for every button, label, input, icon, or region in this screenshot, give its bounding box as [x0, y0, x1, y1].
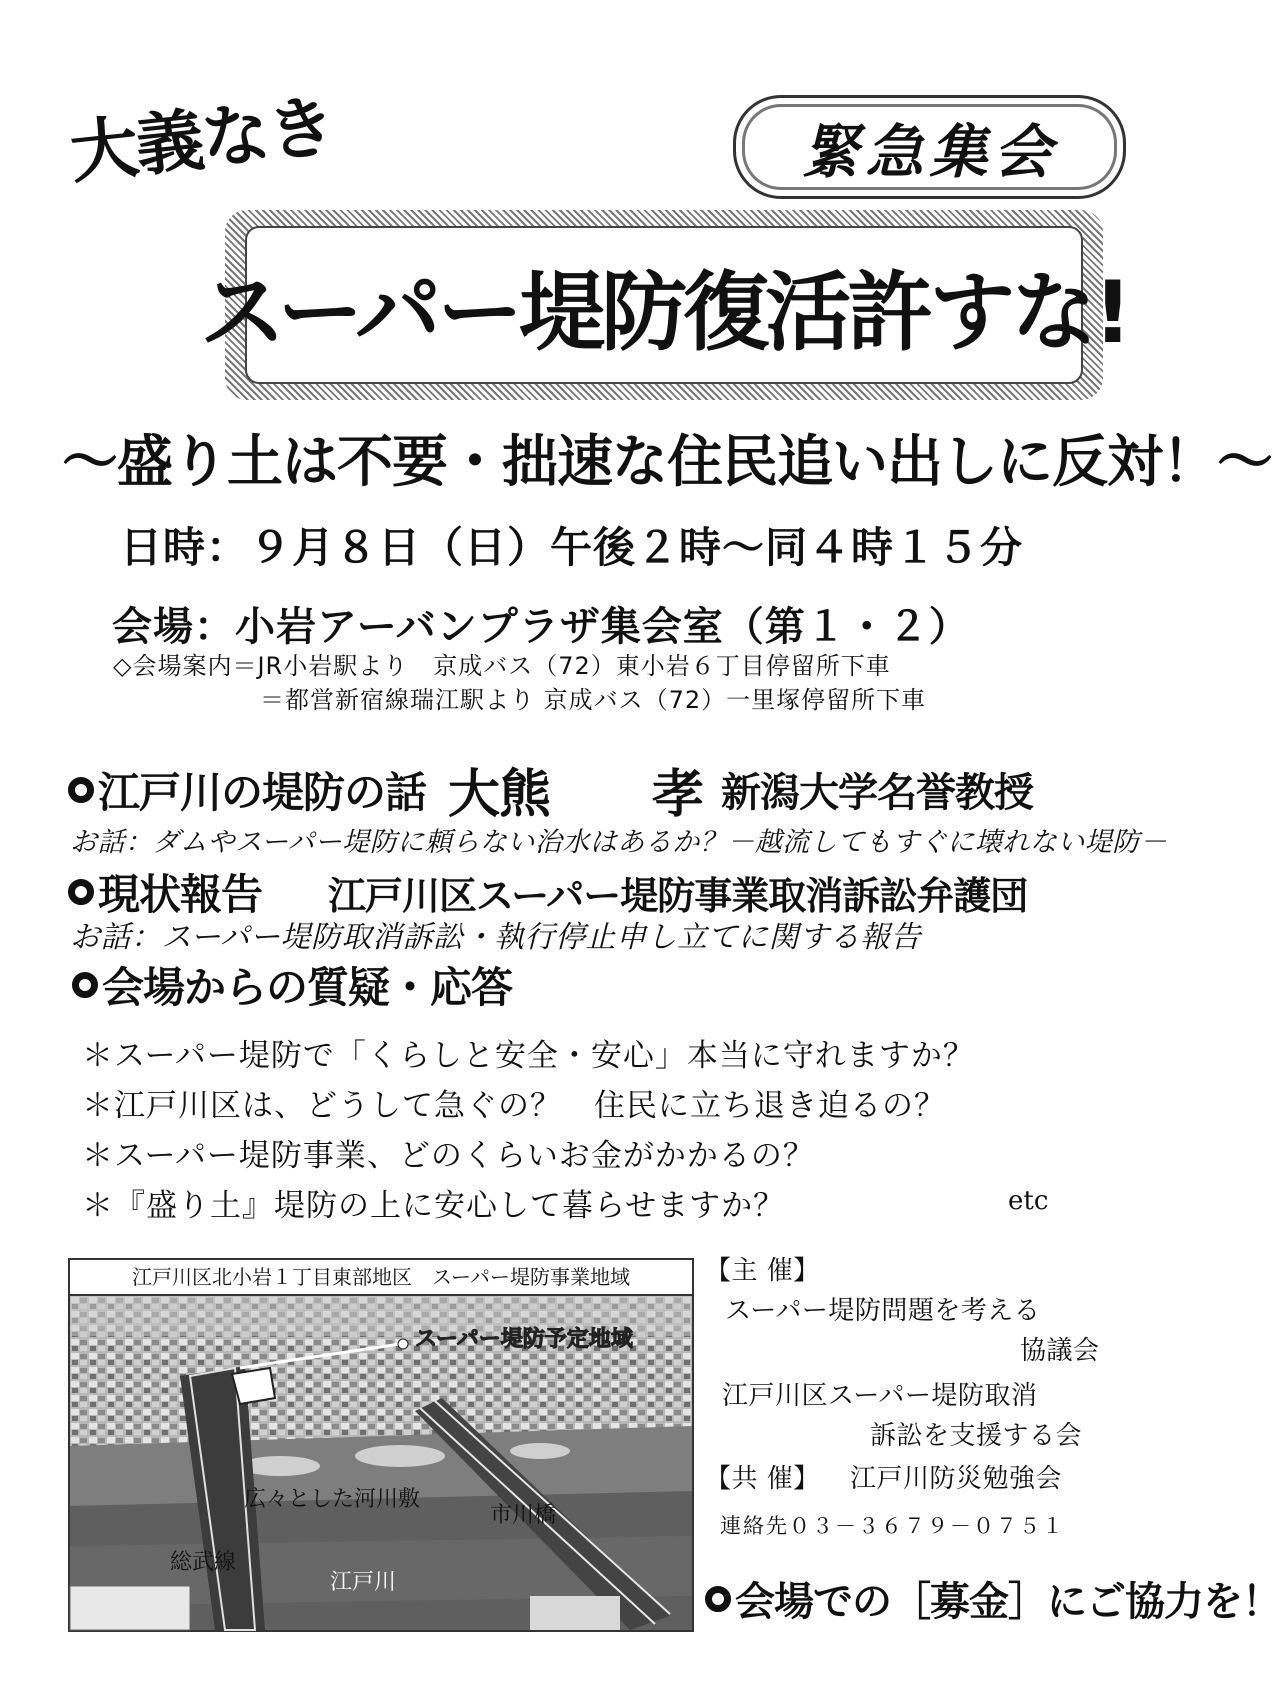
access-info-2: ＝都営新宿線瑞江駅より 京成バス（72）一里塚停留所下車: [260, 686, 927, 714]
label-river: 江戸川: [330, 1570, 397, 1595]
question-3: ＊スーパー堤防事業、どのくらいお金がかかるの？: [82, 1138, 815, 1174]
program-3-title: 会場からの質疑・応答: [102, 963, 513, 1012]
host-2-line-b: 訴訟を支援する会: [870, 1421, 1083, 1451]
donation-text: 会場での［募金］にご協力を！: [735, 1579, 1281, 1625]
site-photo: [68, 1258, 694, 1632]
program-1-speaker: 大熊 孝: [448, 765, 704, 825]
program-2-speaker: 江戸川区スーパー堤防事業取消訴訟弁護団: [328, 873, 1028, 918]
label-riverbed: 広々とした河川敷: [244, 1487, 421, 1512]
donation-appeal: [705, 1570, 1281, 1627]
page-title: スーパー堤防復活許すな!: [199, 263, 1129, 363]
program-2-title: 現状報告: [98, 870, 263, 919]
question-2: ＊江戸川区は、どうして急ぐの？ 住民に立ち退き迫るの？: [82, 1088, 946, 1124]
emergency-badge: 緊急集会: [733, 95, 1126, 199]
cohost-label: 【共 催】: [705, 1464, 820, 1494]
photo-caption: 江戸川区北小岩１丁目東部地区 スーパー堤防事業地域: [70, 1260, 692, 1296]
event-venue: 会場：小岩アーバンプラザ集会室（第１・２）: [112, 603, 970, 650]
host-1-line-b: 協議会: [1020, 1336, 1100, 1366]
contact-phone: 連絡先０３－３６７９－０７５１: [720, 1514, 1065, 1538]
host-label: 【主 催】: [705, 1256, 820, 1286]
questions-etc: etc: [1008, 1186, 1049, 1216]
cohost-name: 江戸川防災勉強会: [850, 1464, 1063, 1494]
access-info-1: ◇会場案内＝JR小岩駅より 京成バス（72）東小岩６丁目停留所下車: [113, 652, 891, 680]
label-bridge: 市川橋: [490, 1503, 557, 1528]
label-planned-area: スーパー堤防予定地域: [415, 1327, 633, 1352]
title-box: [199, 226, 1129, 384]
host-1-line-a: スーパー堤防問題を考える: [725, 1296, 1041, 1326]
bullet-circle-icon: [705, 1586, 731, 1612]
title-frame: [199, 210, 1129, 400]
event-datetime: 日時：９月８日（日）午後２時～同４時１５分: [120, 523, 1024, 572]
program-1-title: 江戸川の堤防の話: [98, 767, 427, 817]
bullet-circle-icon: [68, 777, 94, 803]
program-1-talk: お話：ダムやスーパー堤防に頼らない治水はあるか？－越流してもすぐに壊れない堤防－: [70, 827, 1168, 858]
bullet-circle-icon: [68, 879, 94, 905]
program-1-affiliation: 新潟大学名誉教授: [721, 770, 1034, 816]
slogan: 大義なき: [66, 87, 338, 194]
program-item-1: [68, 752, 1033, 827]
program-2-talk: お話：スーパー堤防取消訴訟・執行停止申し立てに関する報告: [70, 920, 921, 955]
program-item-3: [72, 955, 512, 1015]
subtitle: ～盛り土は不要・拙速な住民追い出しに反対！～: [62, 430, 1272, 495]
question-4: ＊『盛り土』堤防の上に安心して暮らせますか？: [82, 1188, 786, 1224]
host-2-line-a: 江戸川区スーパー堤防取消: [722, 1381, 1038, 1411]
bullet-circle-icon: [72, 972, 98, 998]
question-1: ＊スーパー堤防で「くらしと安全・安心」本当に守れますか？: [82, 1038, 975, 1074]
label-railway: 総武線: [170, 1550, 237, 1575]
